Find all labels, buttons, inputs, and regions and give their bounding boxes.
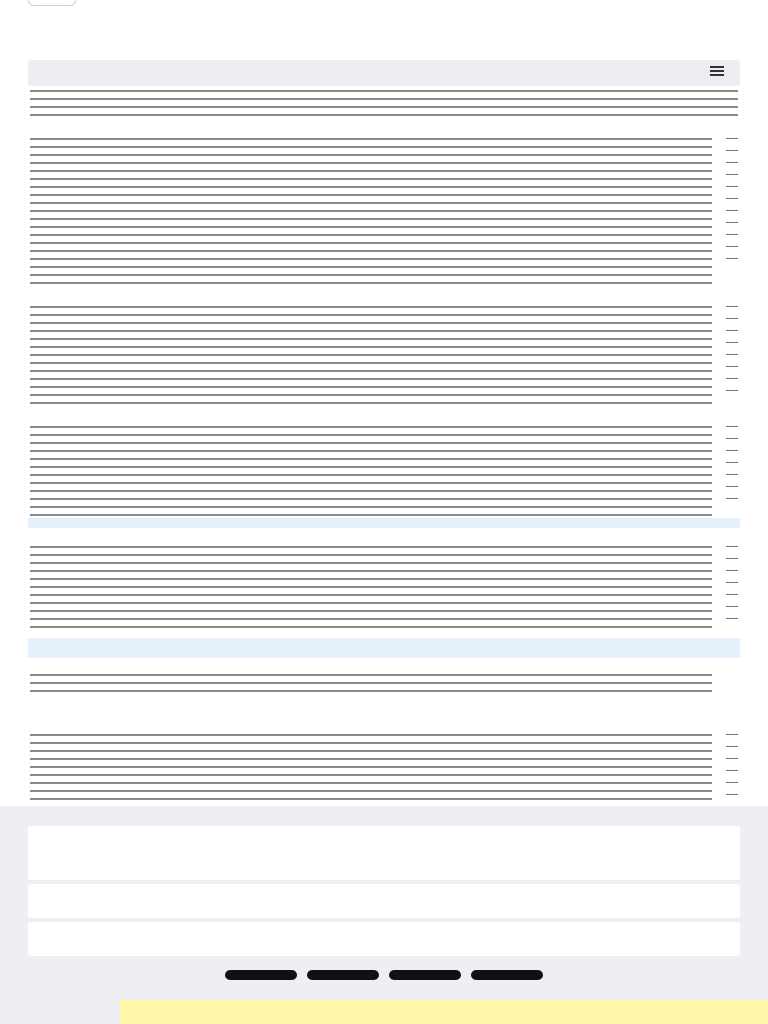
- footer-link[interactable]: [44, 862, 384, 872]
- section-title: [30, 290, 738, 302]
- footer-link[interactable]: [464, 852, 724, 862]
- footer-link[interactable]: [464, 842, 724, 852]
- section-4: [30, 530, 738, 634]
- footer-link[interactable]: [44, 852, 384, 862]
- intro-paragraph: [30, 90, 738, 122]
- footer-link[interactable]: [384, 910, 724, 920]
- footer-link[interactable]: [44, 872, 384, 882]
- footer-link[interactable]: [384, 928, 724, 938]
- card-links: [384, 928, 724, 958]
- top-badge[interactable]: [28, 0, 76, 6]
- social-button[interactable]: [389, 970, 461, 980]
- highlight-link-bar[interactable]: [28, 518, 740, 528]
- social-button[interactable]: [471, 970, 543, 980]
- section-title: [30, 122, 738, 134]
- card-links-left: [44, 832, 384, 882]
- section-lead: [30, 674, 738, 692]
- section-3: [30, 410, 738, 518]
- section-body: [30, 138, 738, 288]
- footer-card-2: [28, 884, 740, 918]
- footer-link[interactable]: [384, 890, 724, 900]
- section-body: [30, 426, 738, 518]
- card-links: [384, 890, 724, 920]
- footer-link[interactable]: [384, 900, 724, 910]
- footer-link[interactable]: [464, 862, 724, 872]
- section-body: [30, 734, 738, 810]
- section-title: [30, 410, 738, 422]
- section-5: [30, 660, 738, 800]
- table-of-contents: [28, 60, 740, 86]
- footer-link[interactable]: [464, 872, 724, 882]
- footer-link[interactable]: [464, 832, 724, 842]
- footer-card-3: [28, 922, 740, 956]
- section-title: [30, 660, 738, 672]
- footer: [0, 806, 768, 1024]
- social-buttons: [120, 970, 648, 982]
- section-title: [30, 530, 738, 542]
- footer-link[interactable]: [384, 948, 724, 958]
- toc-link[interactable]: [238, 81, 698, 87]
- footer-link[interactable]: [44, 832, 384, 842]
- social-button[interactable]: [225, 970, 297, 980]
- intro-text-lines: [30, 90, 738, 122]
- footer-link[interactable]: [44, 842, 384, 852]
- footer-card-1: [28, 826, 740, 880]
- card-links-right: [464, 832, 724, 882]
- section-body: [30, 306, 738, 408]
- footer-link[interactable]: [384, 938, 724, 948]
- highlight-link-bar[interactable]: [28, 638, 740, 658]
- social-button[interactable]: [307, 970, 379, 980]
- section-2: [30, 290, 738, 408]
- page-title: [238, 10, 738, 24]
- menu-icon[interactable]: [710, 66, 724, 80]
- cookie-bar[interactable]: [120, 1000, 768, 1024]
- section-body: [30, 546, 738, 634]
- section-1: [30, 122, 738, 288]
